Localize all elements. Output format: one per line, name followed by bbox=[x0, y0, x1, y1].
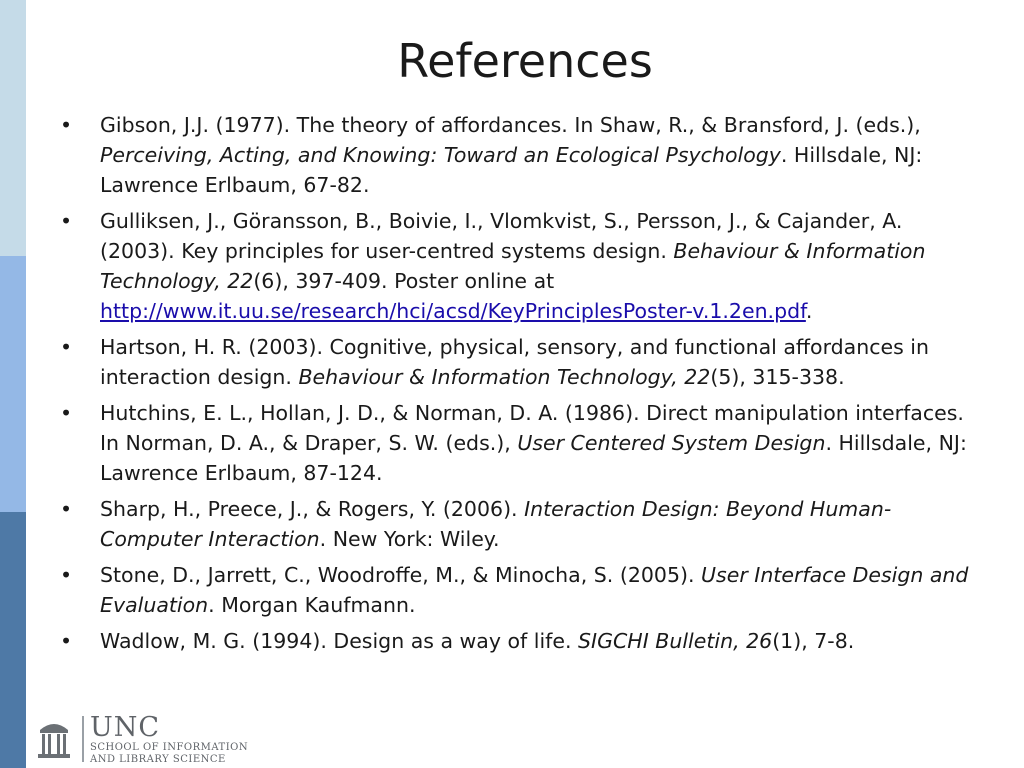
logo-subtitle-line: AND LIBRARY SCIENCE bbox=[90, 754, 226, 765]
bullet: • bbox=[60, 563, 73, 587]
reference-text: Wadlow, M. G. (1994). Design as a way of life. bbox=[100, 629, 579, 653]
reference-text: Hutchins, E. L., Hollan, J. D., & Norman, D. A. (1986). Direct manipulation interfaces. In Norman, D. A., & Draper, S. W. (eds.), bbox=[100, 401, 964, 455]
reference-details: . New York: Wiley. bbox=[319, 527, 500, 551]
logo-subtitle-line: SCHOOL OF INFORMATION bbox=[90, 742, 249, 753]
sidebar-band-light bbox=[0, 0, 26, 256]
bullet: • bbox=[60, 335, 73, 359]
reference-source: Interaction Design: Beyond Human-Computer Interaction bbox=[100, 497, 892, 551]
reference-source: User Centered System Design bbox=[517, 431, 826, 455]
reference-source: SIGCHI Bulletin, 26 bbox=[578, 629, 773, 653]
reference-details: (6), 397-409. Poster online at bbox=[253, 269, 555, 293]
reference-period: . bbox=[805, 299, 813, 323]
bullet: • bbox=[60, 113, 73, 137]
sidebar-band-medium bbox=[0, 256, 26, 512]
reference-item bbox=[58, 110, 973, 200]
slide-title: References bbox=[397, 34, 653, 88]
reference-details: (1), 7-8. bbox=[772, 629, 855, 653]
reference-source: Perceiving, Acting, and Knowing: Toward an Ecological Psychology bbox=[100, 143, 781, 167]
reference-source: Behaviour & Information Technology, 22 bbox=[298, 365, 711, 389]
old-well-icon bbox=[36, 716, 72, 760]
reference-source: User Interface Design and Evaluation bbox=[100, 563, 969, 617]
poster-link[interactable]: http://www.it.uu.se/research/hci/acsd/KeyPrinciplesPoster-v.1.2en.pdf bbox=[100, 299, 806, 323]
logo-wordmark: UNC bbox=[90, 712, 161, 743]
reference-source: Behaviour & Information Technology, 22 bbox=[100, 239, 926, 293]
sidebar-stripe bbox=[0, 0, 26, 768]
reference-text: Gibson, J.J. (1977). The theory of affordances. In Shaw, R., & Bransford, J. (eds.), bbox=[100, 113, 921, 137]
reference-list bbox=[58, 110, 973, 662]
reference-details: (5), 315-338. bbox=[710, 365, 845, 389]
reference-item bbox=[58, 626, 973, 656]
logo-divider bbox=[82, 716, 84, 762]
reference-text: Stone, D., Jarrett, C., Woodroffe, M., & Minocha, S. (2005). bbox=[100, 563, 702, 587]
reference-text: Sharp, H., Preece, J., & Rogers, Y. (2006). bbox=[100, 497, 525, 521]
reference-text: Gulliksen, J., Göransson, B., Boivie, I., Vlomkvist, S., Persson, J., & Cajander, A. (2003). Key principles for user-centred systems design. bbox=[100, 209, 903, 263]
reference-details: . Hillsdale, NJ: Lawrence Erlbaum, 67-82. bbox=[100, 143, 923, 197]
reference-item bbox=[58, 206, 973, 326]
logo-subtitle bbox=[90, 742, 248, 766]
reference-item bbox=[58, 560, 973, 620]
reference-text: Hartson, H. R. (2003). Cognitive, physical, sensory, and functional affordances in interaction design. bbox=[100, 335, 929, 389]
reference-item bbox=[58, 332, 973, 392]
reference-item bbox=[58, 398, 973, 488]
reference-details: . Morgan Kaufmann. bbox=[208, 593, 416, 617]
bullet: • bbox=[60, 497, 73, 521]
bullet: • bbox=[60, 629, 73, 653]
unc-sils-logo bbox=[36, 712, 256, 764]
sidebar-band-dark bbox=[0, 512, 26, 768]
reference-details: . Hillsdale, NJ: Lawrence Erlbaum, 87-124. bbox=[100, 431, 967, 485]
reference-item bbox=[58, 494, 973, 554]
bullet: • bbox=[60, 209, 73, 233]
bullet: • bbox=[60, 401, 73, 425]
